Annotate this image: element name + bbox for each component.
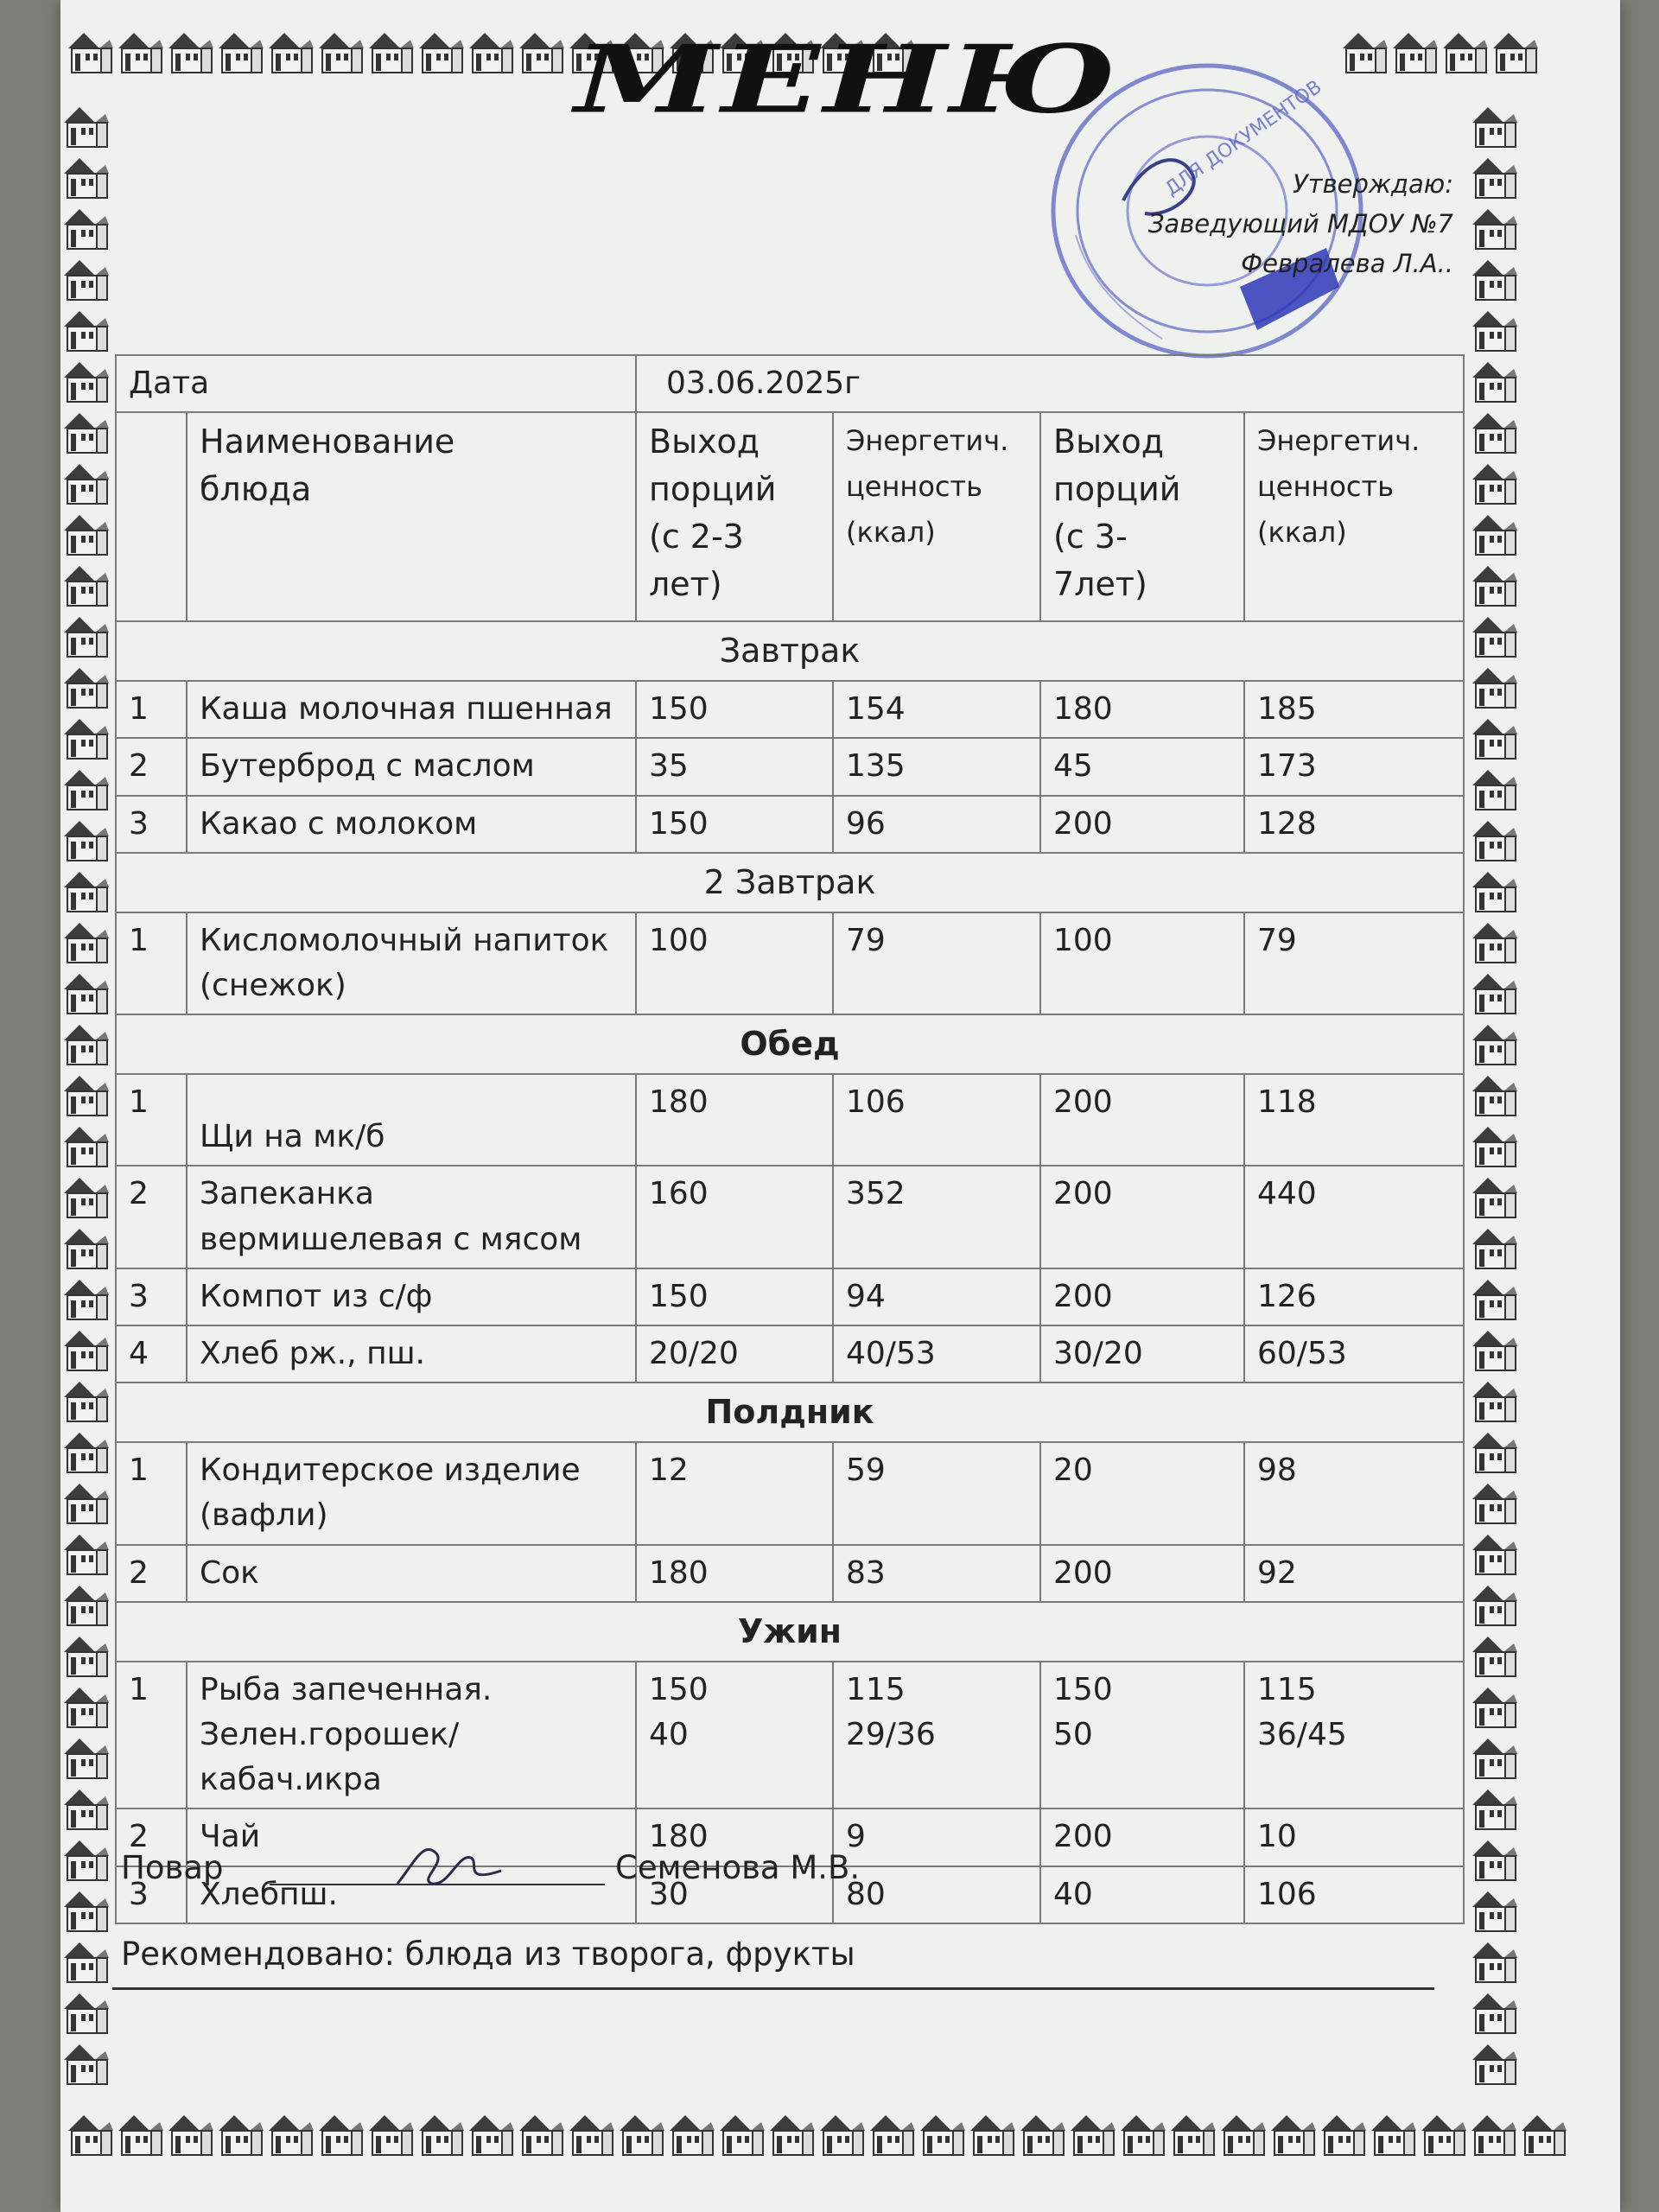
row-number: 3 [116, 1268, 187, 1325]
header-energy-3-7: Энергетич. ценность (ккал) [1244, 412, 1464, 621]
energy-big: 118 [1244, 1074, 1464, 1166]
portion-small: 150 [636, 681, 833, 738]
cook-name: Семенова М.В. [615, 1849, 861, 1886]
section-second-breakfast: 2 Завтрак [116, 853, 1464, 912]
recommendation-line [112, 1987, 1434, 1990]
row-number: 1 [116, 1074, 187, 1166]
cook-label: Повар [121, 1849, 224, 1886]
dish-name: Каша молочная пшенная [187, 681, 636, 738]
portion-big: 200 [1040, 1268, 1244, 1325]
row-number: 2 [116, 1166, 187, 1268]
house-border-icon [65, 2108, 1594, 2162]
approval-line-1: Утверждаю: [1292, 169, 1453, 199]
menu-table [115, 354, 1465, 1924]
energy-small: 80 [833, 1866, 1040, 1923]
table-row [116, 1662, 1464, 1809]
portion-small: 150 [636, 796, 833, 853]
dish-name: Бутерброд с маслом [187, 738, 636, 795]
table-row [116, 1442, 1464, 1544]
date-label: Дата [116, 355, 636, 412]
portion-big: 200 [1040, 796, 1244, 853]
header-portion-2-3: Выход порций (с 2-3 лет) [636, 412, 833, 621]
portion-small: 100 [636, 912, 833, 1014]
section-breakfast: Завтрак [116, 621, 1464, 681]
energy-big: 98 [1244, 1442, 1464, 1544]
row-number: 3 [116, 796, 187, 853]
energy-big: 92 [1244, 1545, 1464, 1602]
energy-big: 60/53 [1244, 1325, 1464, 1382]
energy-small: 115 29/36 [833, 1662, 1040, 1809]
table-row [116, 912, 1464, 1014]
portion-big: 200 [1040, 1545, 1244, 1602]
row-number: 1 [116, 681, 187, 738]
portion-small: 30 [636, 1866, 833, 1923]
table-row [116, 738, 1464, 795]
table-row [116, 1268, 1464, 1325]
svg-text:ДЛЯ ДОКУМЕНТОВ: ДЛЯ ДОКУМЕНТОВ [1161, 76, 1326, 200]
header-energy-2-3: Энергетич. ценность (ккал) [833, 412, 1040, 621]
row-number: 3 [116, 1866, 187, 1923]
table-row [116, 1074, 1464, 1166]
approval-block [1148, 164, 1453, 283]
portion-small: 180 [636, 1074, 833, 1166]
energy-small: 83 [833, 1545, 1040, 1602]
header-dish-name: Наименование блюда [187, 412, 636, 621]
header-portion-3-7: Выход порций (с 3- 7лет) [1040, 412, 1244, 621]
approval-line-2: Заведующий МДОУ №7 [1147, 209, 1453, 238]
table-row [116, 1166, 1464, 1268]
portion-small: 160 [636, 1166, 833, 1268]
row-number: 2 [116, 1808, 187, 1866]
dish-name: Компот из с/ф [187, 1268, 636, 1325]
dish-name: Кондитерское изделие (вафли) [187, 1442, 636, 1544]
portion-big: 100 [1040, 912, 1244, 1014]
energy-big: 106 [1244, 1866, 1464, 1923]
section-dinner: Ужин [116, 1602, 1464, 1662]
dish-name: Кисломолочный напиток (снежок) [187, 912, 636, 1014]
row-number: 4 [116, 1325, 187, 1382]
row-number: 1 [116, 912, 187, 1014]
approval-line-3: Февралева Л.А.. [1241, 249, 1453, 278]
energy-small: 106 [833, 1074, 1040, 1166]
house-border-icon [60, 104, 112, 2108]
portion-big: 45 [1040, 738, 1244, 795]
portion-small: 180 [636, 1545, 833, 1602]
dish-name: Запеканка вермишелевая с мясом [187, 1166, 636, 1268]
date-value: 03.06.2025г [636, 355, 1464, 412]
portion-big: 40 [1040, 1866, 1244, 1923]
cook-signature-icon [389, 1836, 510, 1897]
section-snack: Полдник [116, 1382, 1464, 1442]
table-row [116, 681, 1464, 738]
portion-small: 150 [636, 1268, 833, 1325]
table-row [116, 1545, 1464, 1602]
row-number: 2 [116, 1545, 187, 1602]
energy-small: 154 [833, 681, 1040, 738]
dish-name: Рыба запеченная. Зелен.горошек/ кабач.икра [187, 1662, 636, 1809]
portion-big: 200 [1040, 1808, 1244, 1866]
energy-big: 79 [1244, 912, 1464, 1014]
portion-big: 150 50 [1040, 1662, 1244, 1809]
portion-small: 20/20 [636, 1325, 833, 1382]
dish-name: Какао с молоком [187, 796, 636, 853]
portion-small: 35 [636, 738, 833, 795]
energy-small: 96 [833, 796, 1040, 853]
energy-big: 440 [1244, 1166, 1464, 1268]
energy-big: 126 [1244, 1268, 1464, 1325]
energy-small: 94 [833, 1268, 1040, 1325]
dish-name: Хлебпш. [187, 1866, 636, 1923]
portion-small: 150 40 [636, 1662, 833, 1809]
energy-big: 10 [1244, 1808, 1464, 1866]
left-house-border [60, 104, 112, 2108]
energy-big: 115 36/45 [1244, 1662, 1464, 1809]
dish-name: Хлеб рж., пш. [187, 1325, 636, 1382]
row-number: 1 [116, 1662, 187, 1809]
table-row [116, 1325, 1464, 1382]
bottom-house-border [65, 2108, 1594, 2162]
energy-small: 352 [833, 1166, 1040, 1268]
energy-big: 185 [1244, 681, 1464, 738]
energy-small: 9 [833, 1808, 1040, 1866]
portion-small: 12 [636, 1442, 833, 1544]
dish-name: Сок [187, 1545, 636, 1602]
portion-big: 180 [1040, 681, 1244, 738]
recommendation-text: Рекомендовано: блюда из творога, фрукты [121, 1936, 855, 1973]
energy-small: 59 [833, 1442, 1040, 1544]
portion-big: 200 [1040, 1166, 1244, 1268]
portion-big: 20 [1040, 1442, 1244, 1544]
portion-small: 180 [636, 1808, 833, 1866]
portion-big: 30/20 [1040, 1325, 1244, 1382]
menu-title: МЕНЮ [575, 24, 1121, 135]
header-number [116, 412, 187, 621]
row-number: 2 [116, 738, 187, 795]
energy-small: 79 [833, 912, 1040, 1014]
energy-small: 40/53 [833, 1325, 1040, 1382]
energy-big: 173 [1244, 738, 1464, 795]
energy-small: 135 [833, 738, 1040, 795]
table-row [116, 796, 1464, 853]
section-lunch: Обед [116, 1014, 1464, 1074]
portion-big: 200 [1040, 1074, 1244, 1166]
dish-name: Чай [187, 1808, 636, 1866]
energy-big: 128 [1244, 796, 1464, 853]
dish-name: Щи на мк/б [187, 1074, 636, 1166]
row-number: 1 [116, 1442, 187, 1544]
